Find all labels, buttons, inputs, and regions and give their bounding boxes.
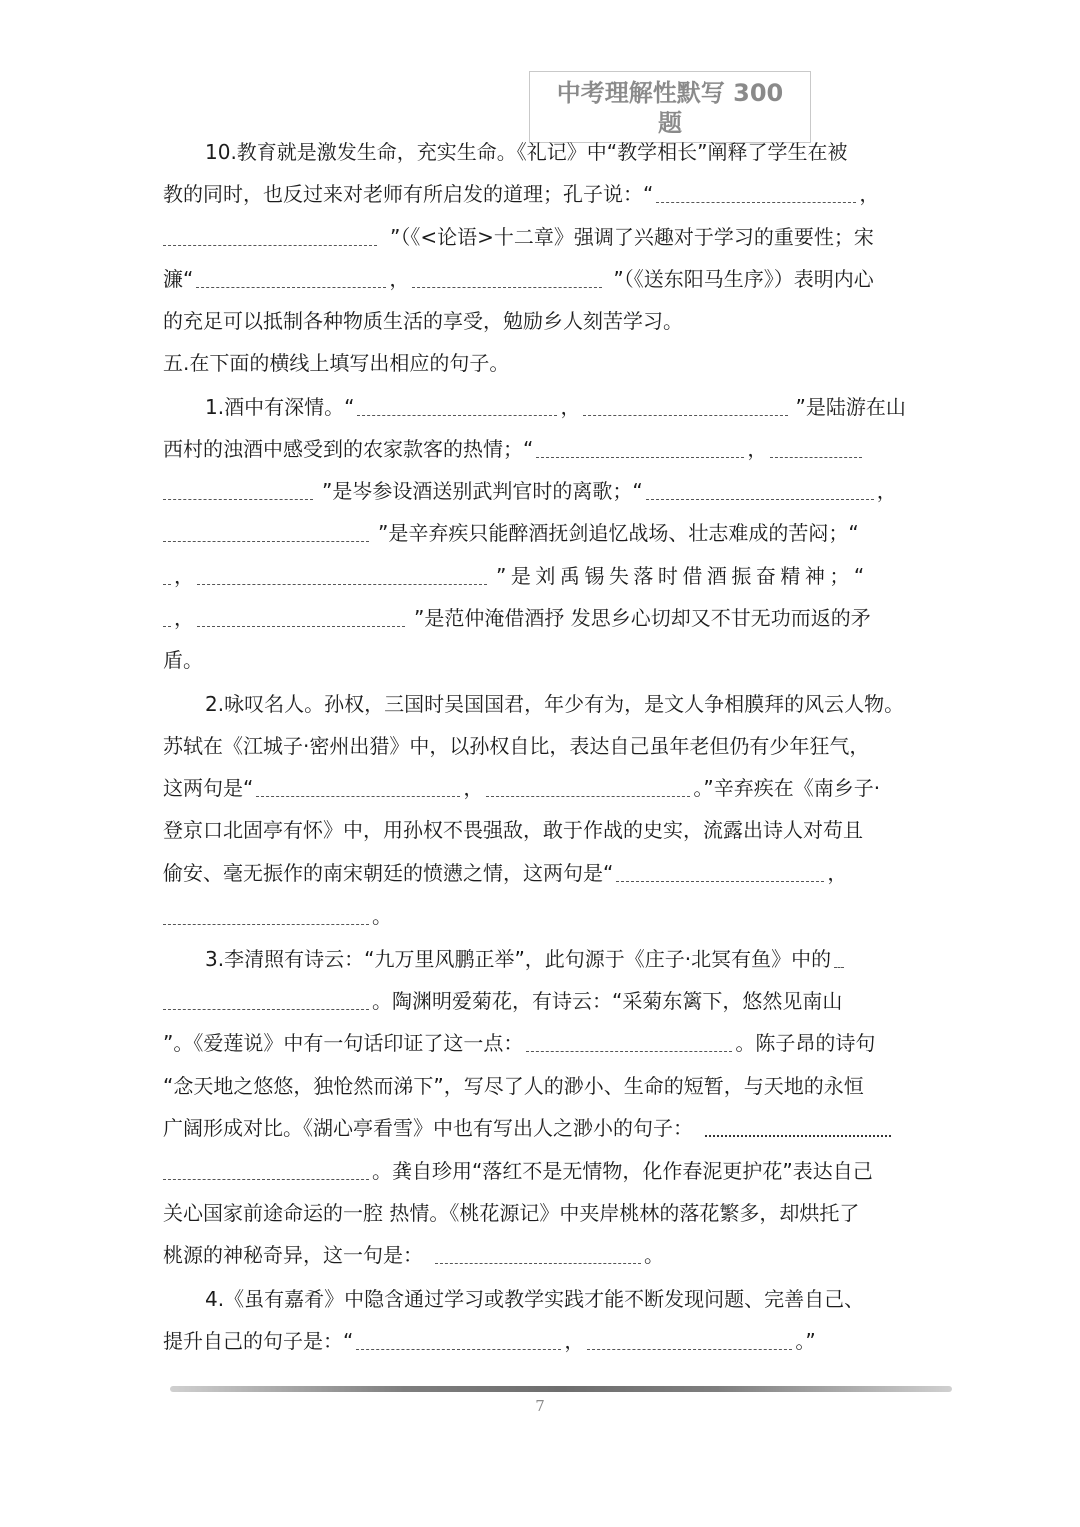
answer-blank[interactable] [656, 174, 856, 203]
text-line: 苏轼在《江城子·密州出猎》中，以孙权自比，表达自己虽年老但仍有少年狂气， [163, 734, 870, 758]
answer-blank[interactable] [256, 768, 460, 797]
text-line: 。 [163, 895, 923, 937]
text-line: 2.咏叹名人。孙权，三国时吴国国君，年少有为，是文人争相膜拜的风云人物。 [205, 692, 905, 716]
answer-blank[interactable] [163, 598, 171, 627]
answer-blank[interactable] [197, 598, 405, 627]
answer-blank[interactable] [770, 429, 862, 458]
answer-blank[interactable] [587, 1321, 792, 1350]
text-line: 桃源的神秘奇异，这一句是： 。 [163, 1234, 923, 1276]
answer-blank[interactable] [536, 429, 744, 458]
text-line: ， ”是范仲淹借酒抒 发思乡心切却又不甘无功而返的矛 [163, 597, 923, 639]
text-line: 这两句是“ ， 。”辛弃疾在《南乡子· [163, 767, 923, 809]
text-line: 提升自己的句子是：“ ， 。” [163, 1320, 923, 1362]
answer-blank[interactable] [583, 387, 788, 416]
text-line: 西村的浊酒中感受到的农家款客的热情；“ ， [163, 428, 923, 470]
text-line: 的充足可以抵制各种物质生活的享受，勉励乡人刻苦学习。 [163, 309, 683, 333]
answer-blank[interactable] [412, 259, 602, 288]
text-line: 。陶渊明爱菊花，有诗云：“采菊东篱下，悠然见南山 [163, 980, 923, 1022]
text-line: 广阔形成对比。《湖心亭看雪》中也有写出人之渺小的句子： [163, 1107, 923, 1149]
answer-blank[interactable] [435, 1235, 641, 1264]
text-line: 盾。 [163, 648, 203, 672]
text-line: 关心国家前途命运的一腔 热情。《桃花源记》中夹岸桃林的落花繁多，却烘托了 [163, 1201, 860, 1225]
answer-blank[interactable] [646, 471, 874, 500]
answer-blank[interactable] [357, 387, 557, 416]
text-line: ， ”是刘禹锡失落时借酒振奋精神；“ [163, 555, 923, 597]
text-line: ”。《爱莲说》中有一句话印证了这一点： 。陈子昂的诗句 [163, 1022, 923, 1064]
footer-divider [170, 1386, 952, 1392]
text-line: ”是辛弃疾只能醉酒抚剑追忆战场、壮志难成的苦闷；“ [163, 512, 923, 554]
answer-blank[interactable] [163, 981, 369, 1010]
answer-blank[interactable] [196, 259, 386, 288]
answer-blank[interactable] [163, 471, 313, 500]
text-line: ”是岑参设酒送别武判官时的离歌；“ ， [163, 470, 923, 512]
text-line: 10.教育就是激发生命，充实生命。《礼记》中“教学相长”阐释了学生在被 [205, 140, 848, 164]
answer-blank[interactable] [705, 1107, 891, 1137]
section-heading: 五.在下面的横线上填写出相应的句子。 [163, 351, 510, 375]
page-number: 7 [535, 1397, 545, 1415]
answer-blank[interactable] [834, 939, 844, 968]
text-line: 1.酒中有深情。“ ， ”是陆游在山 [205, 386, 965, 428]
text-line: 濂“ ， ”（《送东阳马生序》）表明内心 [163, 258, 923, 300]
text-line: 教的同时，也反过来对老师有所启发的道理；孔子说：“ ， [163, 173, 923, 215]
answer-blank[interactable] [163, 1151, 369, 1180]
text-line: 偷安、毫无振作的南宋朝廷的愤懑之情，这两句是“ ， [163, 852, 923, 894]
text-line: 。龚自珍用“落红不是无情物，化作春泥更护花”表达自己 [163, 1150, 923, 1192]
answer-blank[interactable] [526, 1023, 732, 1052]
header-title: 中考理解性默写 300 题 [556, 79, 784, 137]
answer-blank[interactable] [197, 556, 487, 585]
text-line: 登京口北固亭有怀》中，用孙权不畏强敌，敢于作战的史实，流露出诗人对苟且 [163, 818, 863, 842]
answer-blank[interactable] [163, 217, 377, 246]
answer-blank[interactable] [163, 556, 171, 585]
answer-blank[interactable] [163, 513, 369, 542]
answer-blank[interactable] [356, 1321, 561, 1350]
text-line: ”（《<论语>十二章》强调了兴趣对于学习的重要性；宋 [163, 216, 923, 258]
text-line: “念天地之悠悠，独怆然而涕下”，写尽了人的渺小、生命的短暂，与天地的永恒 [163, 1074, 864, 1098]
answer-blank[interactable] [163, 896, 369, 925]
text-line: 4.《虽有嘉肴》中隐含通过学习或教学实践才能不断发现问题、完善自己、 [205, 1287, 865, 1311]
answer-blank[interactable] [616, 853, 824, 882]
text-line: 3.李清照有诗云：“九万里风鹏正举”，此句源于《庄子·北冥有鱼》中的 [205, 938, 965, 980]
answer-blank[interactable] [486, 768, 690, 797]
